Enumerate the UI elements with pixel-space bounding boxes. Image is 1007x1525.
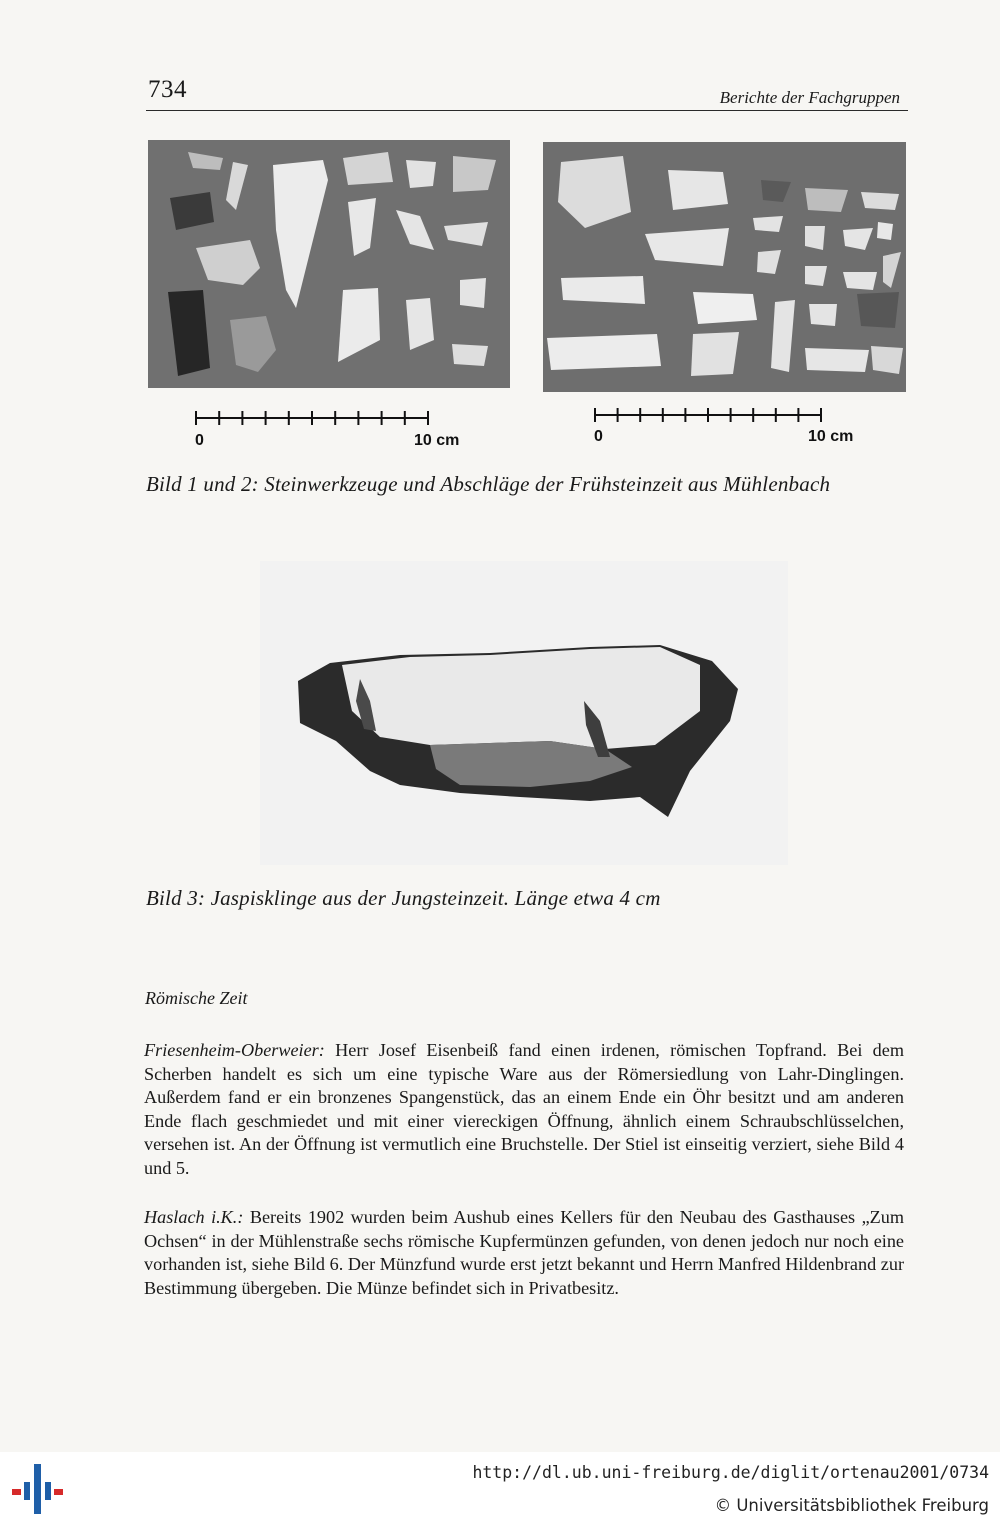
scale-left-start: 0	[195, 432, 204, 449]
photo-jasper-blade	[260, 561, 788, 865]
figure-caption-1-2: Bild 1 und 2: Steinwerkzeuge und Abschläge der Frühsteinzeit aus Mühlenbach	[146, 472, 831, 496]
page-number: 734	[148, 76, 187, 103]
scale-bar-right	[591, 402, 825, 428]
figure-caption-3: Bild 3: Jaspisklinge aus der Jungsteinzeit. Länge etwa 4 cm	[146, 886, 661, 910]
photo-stone-tools-2	[543, 142, 906, 392]
library-logo-icon	[12, 1462, 64, 1516]
footer-url-link[interactable]: http://dl.ub.uni-freiburg.de/diglit/ortenau2001/0734	[472, 1463, 989, 1482]
scale-right-start: 0	[594, 428, 603, 445]
paragraph-friesenheim	[144, 1039, 904, 1180]
header-rule	[146, 110, 908, 111]
scale-right-end: 10 cm	[808, 428, 854, 445]
scale-left-end: 10 cm	[414, 432, 460, 449]
paragraph-haslach	[144, 1206, 904, 1300]
place-name: Friesenheim-Oberweier:	[144, 1040, 325, 1060]
place-name: Haslach i.K.:	[144, 1207, 244, 1227]
photo-stone-tools-1	[148, 140, 510, 388]
footer-copyright: © Universitätsbibliothek Freiburg	[714, 1496, 989, 1515]
running-head: Berichte der Fachgruppen	[719, 88, 900, 107]
library-footer	[0, 1452, 1007, 1525]
section-title: Römische Zeit	[145, 988, 248, 1008]
paragraph-text: Herr Josef Eisenbeiß fand einen irdenen, römischen Topfrand. Bei dem Scherben handelt es sich um eine typische Ware aus der Römersiedlung von Lahr-Dinglingen. Außerdem fand er ein bronzenes Spangenstück, das an einem Ende ein Öhr besitzt und am anderen Ende flach geschmiedet und mit einer viereckigen Öffnung, ähnlich einem Schraubschlüsselchen, versehen ist. An der Öffnung ist vermutlich eine Bruchstelle. Der Stiel ist einseitig verziert, siehe Bild 4 und 5.	[144, 1040, 904, 1178]
scale-bar-left	[192, 405, 432, 431]
paragraph-text: Bereits 1902 wurden beim Aushub eines Kellers für den Neubau des Gasthauses „Zum Ochsen“ in der Mühlenstraße sechs römische Kupfermünzen gefunden, von denen jedoch nur noch eine vorhanden ist, siehe Bild 6. Der Münzfund wurde erst jetzt bekannt und Herrn Manfred Hildenbrand zur Bestimmung übergeben. Die Münze befindet sich in Privatbesitz.	[144, 1207, 904, 1298]
